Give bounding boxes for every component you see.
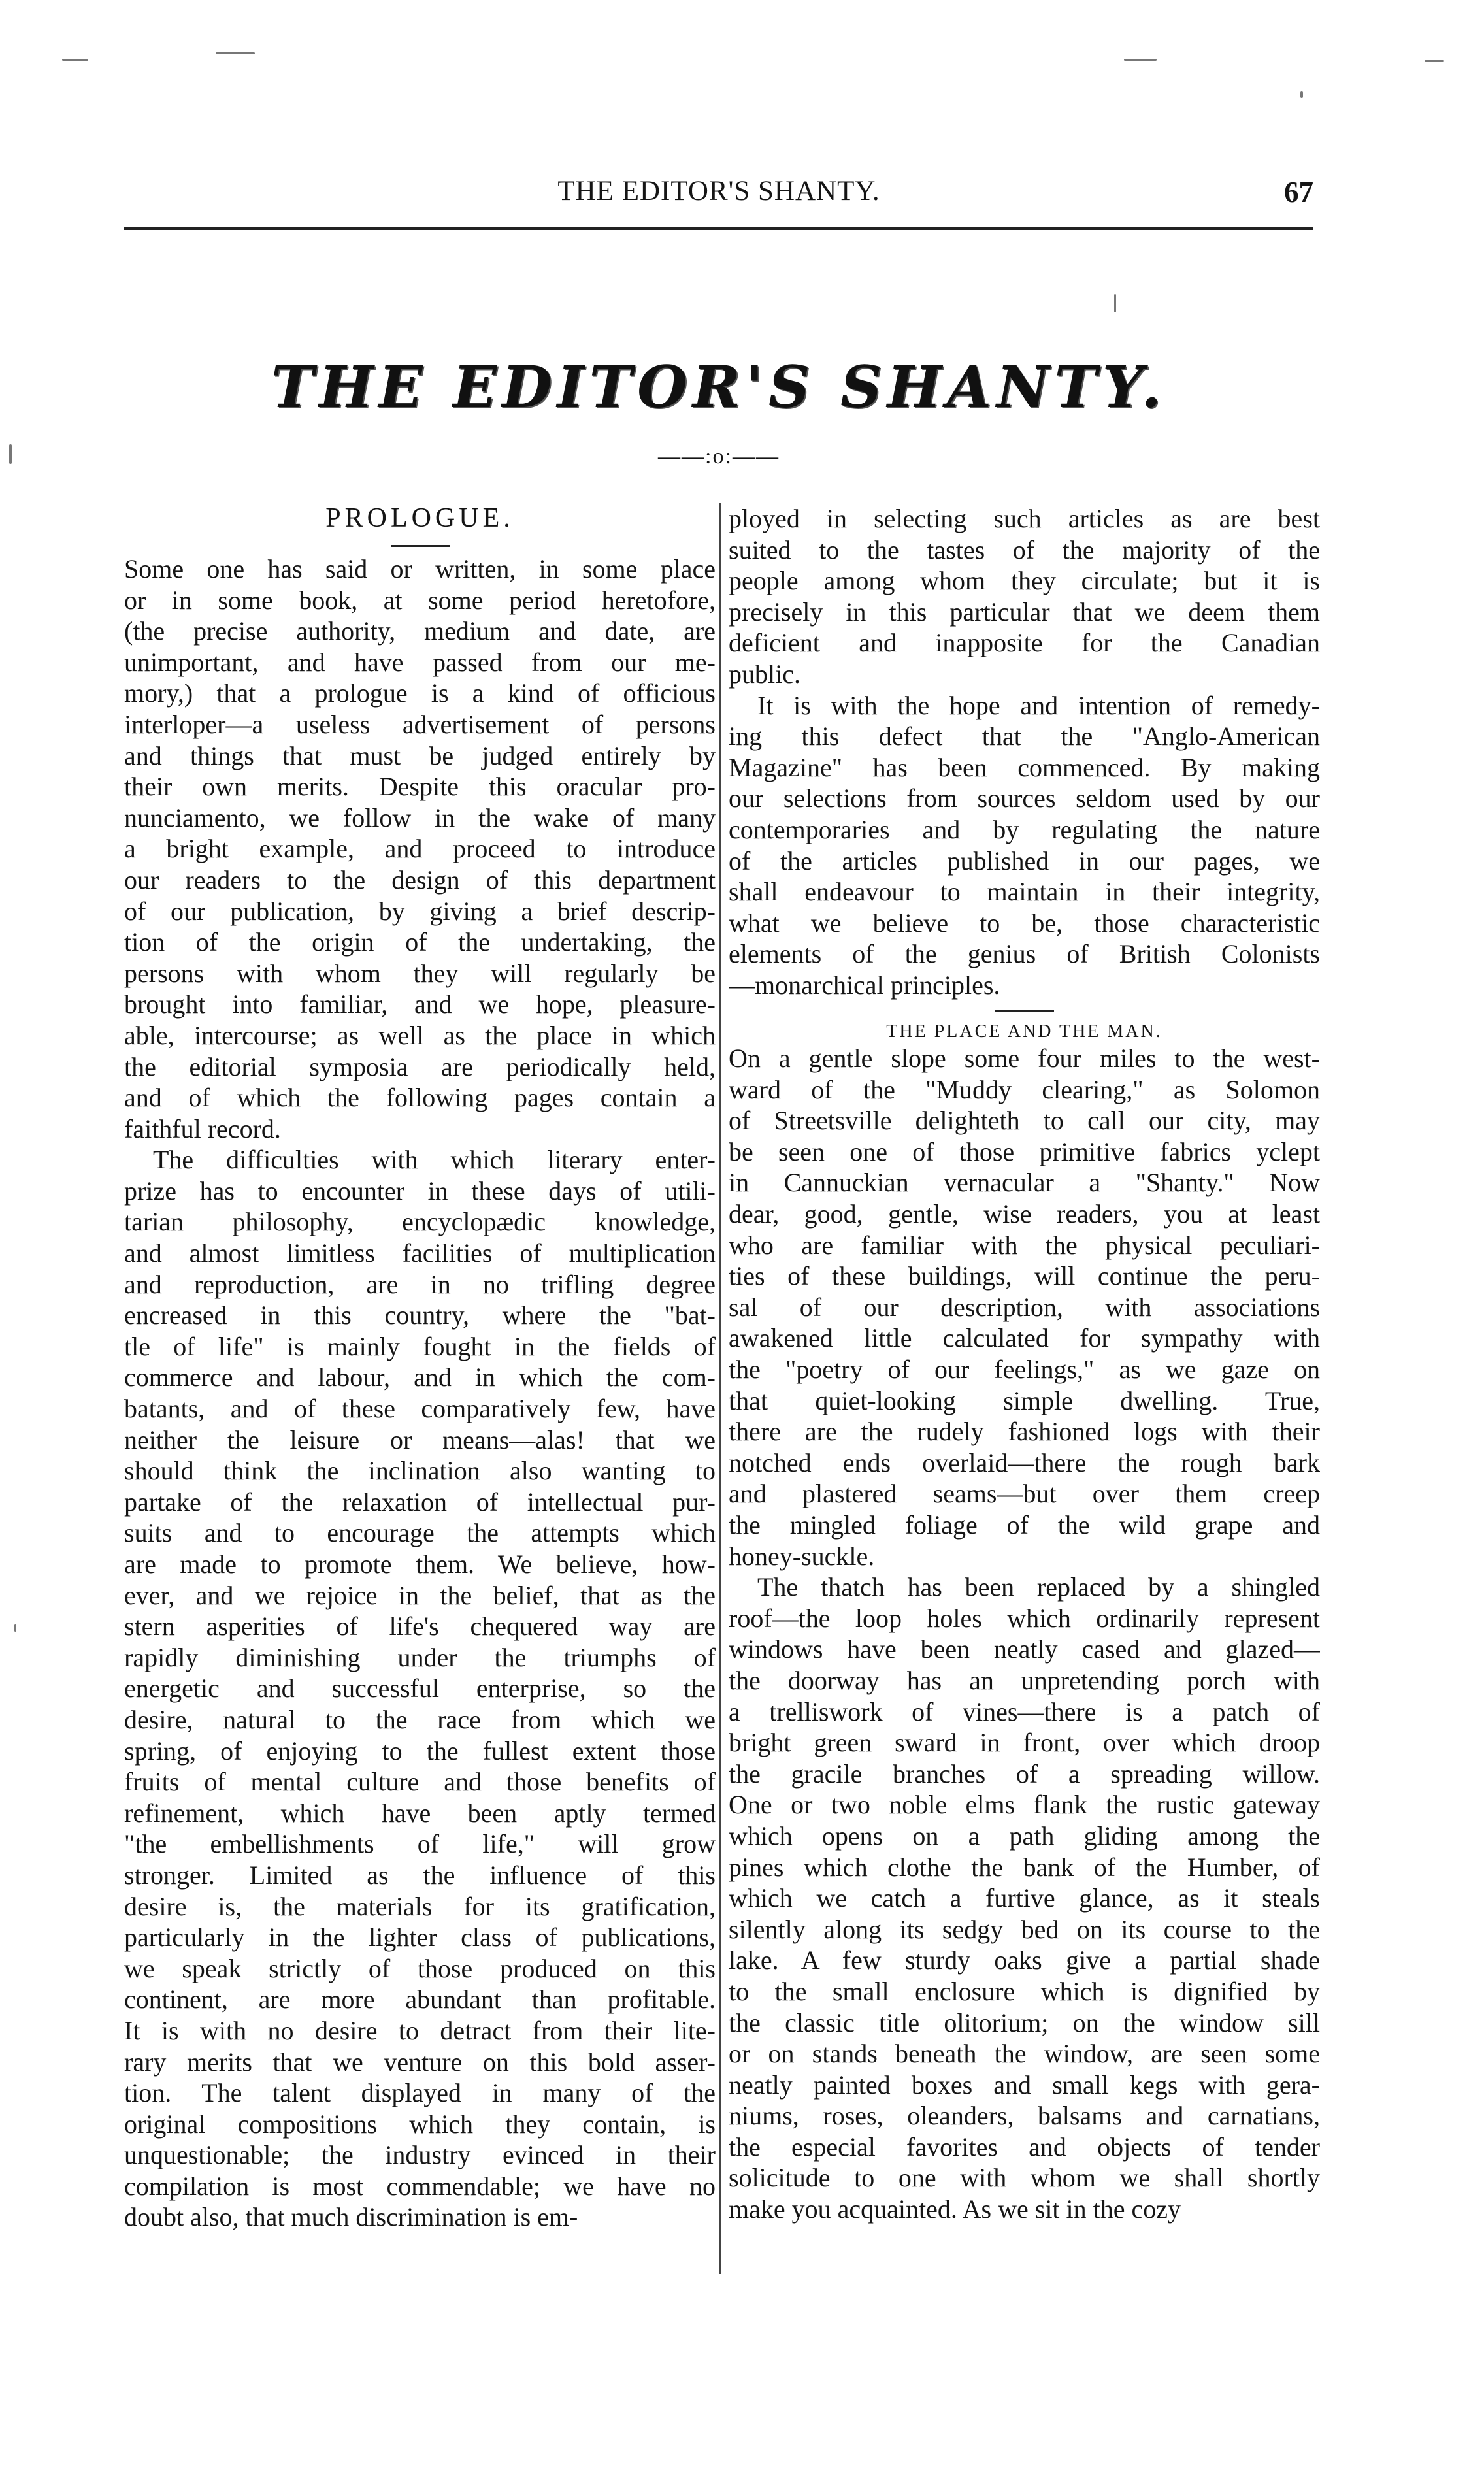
text-line: people among whom they circulate; but it is: [729, 566, 1320, 596]
text-line: the doorway has an unpretending porch with: [729, 1665, 1320, 1695]
text-line: sal of our description, with associations: [729, 1292, 1320, 1322]
text-line: what we believe to be, those characteristic: [729, 908, 1320, 938]
text-line: The thatch has been replaced by a shingled: [757, 1572, 1320, 1602]
text-line: awakened little calculated for sympathy with: [729, 1323, 1320, 1353]
text-line: interloper—a useless advertisement of persons: [124, 709, 716, 739]
text-line: (the precise authority, medium and date, are: [124, 616, 716, 646]
text-line: desire, natural to the race from which we: [124, 1704, 716, 1734]
section-heading: PROLOGUE.: [325, 503, 514, 533]
text-line: which we catch a furtive glance, as it steals: [729, 1883, 1320, 1913]
scan-mark: [1425, 60, 1444, 62]
text-line: particularly in the lighter class of publications,: [124, 1922, 716, 1953]
scan-mark: [1124, 59, 1157, 61]
scan-mark: [9, 444, 12, 464]
text-line: The difficulties with which literary enter-: [153, 1145, 716, 1175]
text-line: neither the leisure or means—alas! that we: [124, 1425, 716, 1455]
text-line: rary merits that we venture on this bold asser-: [124, 2047, 716, 2077]
text-line: original compositions which they contain, is: [124, 2109, 716, 2139]
text-line: able, intercourse; as well as the place in which: [124, 1020, 716, 1050]
running-title: THE EDITOR'S SHANTY.: [557, 176, 880, 206]
text-line: and almost limitless facilities of multiplication: [124, 1238, 716, 1268]
text-line: or in some book, at some period heretofore,: [124, 585, 716, 615]
scan-mark: [14, 1624, 16, 1632]
text-line: "the embellishments of life," will grow: [124, 1829, 716, 1859]
text-line: stronger. Limited as the influence of this: [124, 1860, 716, 1890]
text-line: of the articles published in our pages, we: [729, 846, 1320, 876]
heading-rule: [391, 545, 450, 547]
text-line: dear, good, gentle, wise readers, you at least: [729, 1199, 1320, 1229]
text-line: and reproduction, are in no trifling degree: [124, 1269, 716, 1299]
running-header: [124, 175, 1313, 230]
text-line: the classic title olitorium; on the window sill: [729, 2007, 1320, 2037]
text-line: faithful record.: [124, 1113, 281, 1144]
text-line: Magazine" has been commenced. By making: [729, 752, 1320, 782]
text-line: pines which clothe the bank of the Humber, of: [729, 1852, 1320, 1882]
text-line: which opens on a path gliding among the: [729, 1821, 1320, 1851]
text-line: nunciamento, we follow in the wake of many: [124, 802, 716, 833]
right-column: [729, 503, 1320, 2225]
text-line: or on stands beneath the window, are seen some: [729, 2039, 1320, 2069]
text-line: windows have been neatly cased and glazed—: [729, 1634, 1320, 1664]
text-line: partake of the relaxation of intellectual pur-: [124, 1487, 716, 1517]
text-line: and things that must be judged entirely by: [124, 740, 716, 770]
text-line: be seen one of those primitive fabrics yclept: [729, 1136, 1320, 1166]
text-line: prize has to encounter in these days of utili-: [124, 1176, 716, 1206]
text-line: the editorial symposia are periodically held,: [124, 1051, 716, 1081]
text-line: energetic and successful enterprise, so the: [124, 1674, 716, 1704]
text-line: On a gentle slope some four miles to the west-: [729, 1044, 1320, 1074]
text-line: the gracile branches of a spreading willow.: [729, 1758, 1320, 1789]
text-line: notched ends overlaid—there the rough bark: [729, 1447, 1320, 1477]
text-line: refinement, which have been aptly termed: [124, 1798, 716, 1828]
text-line: mory,) that a prologue is a kind of officious: [124, 678, 716, 708]
text-line: batants, and of these comparatively few, have: [124, 1394, 716, 1424]
text-line: should think the inclination also wanting to: [124, 1456, 716, 1486]
text-line: silently along its sedgy bed on its course to the: [729, 1914, 1320, 1944]
text-line: Some one has said or written, in some place: [124, 554, 716, 584]
text-line: deficient and inapposite for the Canadian: [729, 628, 1320, 658]
text-line: desire is, the materials for its gratification,: [124, 1891, 716, 1921]
text-line: we speak strictly of those produced on this: [124, 1953, 716, 1983]
text-line: honey-suckle.: [729, 1541, 875, 1571]
text-line: niums, roses, oleanders, balsams and carnatians,: [729, 2101, 1320, 2131]
scan-mark: [62, 59, 88, 61]
text-line: our readers to the design of this department: [124, 865, 716, 895]
text-line: make you acquainted. As we sit in the cozy: [729, 2194, 1181, 2224]
text-line: bright green sward in front, over which droop: [729, 1728, 1320, 1758]
text-line: unimportant, and have passed from our me-: [124, 647, 716, 677]
text-line: ployed in selecting such articles as are best: [729, 504, 1320, 533]
text-line: our selections from sources seldom used by our: [729, 783, 1320, 814]
text-line: rapidly diminishing under the triumphs of: [124, 1642, 716, 1672]
text-line: unquestionable; the industry evinced in their: [124, 2140, 716, 2170]
text-line: tion of the origin of the undertaking, the: [124, 927, 716, 957]
left-column: [124, 503, 716, 2233]
text-line: compilation is most commendable; we have no: [124, 2171, 716, 2201]
text-line: solicitude to one with whom we shall shortly: [729, 2163, 1320, 2193]
text-line: tion. The talent displayed in many of the: [124, 2078, 716, 2108]
text-line: One or two noble elms flank the rustic gateway: [729, 1790, 1320, 1820]
subheading: THE PLACE AND THE MAN.: [886, 1021, 1162, 1042]
text-line: the mingled foliage of the wild grape and: [729, 1510, 1320, 1540]
text-line: It is with the hope and intention of remedy-: [757, 690, 1320, 720]
text-line: ward of the "Muddy clearing," as Solomon: [729, 1074, 1320, 1104]
text-line: stern asperities of life's chequered way are: [124, 1611, 716, 1641]
text-line: roof—the loop holes which ordinarily represent: [729, 1603, 1320, 1633]
text-line: ing this defect that the "Anglo-American: [729, 721, 1320, 751]
text-line: are made to promote them. We believe, how-: [124, 1549, 716, 1579]
text-line: lake. A few sturdy oaks give a partial shade: [729, 1945, 1320, 1975]
text-line: their own merits. Despite this oracular pro-: [124, 772, 716, 802]
text-line: that quiet-looking simple dwelling. True,: [729, 1385, 1320, 1415]
text-line: there are the rudely fashioned logs with their: [729, 1417, 1320, 1447]
text-line: —monarchical principles.: [729, 970, 1000, 1000]
text-line: a trelliswork of vines—there is a patch of: [729, 1696, 1320, 1726]
text-line: ties of these buildings, will continue the peru-: [729, 1261, 1320, 1291]
text-line: contemporaries and by regulating the nature: [729, 814, 1320, 844]
text-line: commerce and labour, and in which the com-: [124, 1362, 716, 1393]
scan-mark: [1114, 294, 1116, 312]
text-line: neatly painted boxes and small kegs with gera-: [729, 2070, 1320, 2100]
text-line: public.: [729, 659, 800, 689]
article-title: THE EDITOR'S SHANTY.: [271, 353, 1167, 421]
text-line: continent, are more abundant than profitable.: [124, 1985, 716, 2015]
text-line: of our publication, by giving a brief descrip-: [124, 896, 716, 926]
scan-mark: [216, 52, 255, 54]
text-line: tarian philosophy, encyclopædic knowledge,: [124, 1207, 716, 1237]
text-line: ever, and we rejoice in the belief, that as the: [124, 1580, 716, 1610]
text-line: shall endeavour to maintain in their integrity,: [729, 877, 1320, 907]
text-line: the especial favorites and objects of tender: [729, 2132, 1320, 2162]
text-line: who are familiar with the physical peculiari-: [729, 1230, 1320, 1260]
text-line: spring, of enjoying to the fullest extent those: [124, 1736, 716, 1766]
text-line: in Cannuckian vernacular a "Shanty." Now: [729, 1168, 1320, 1198]
text-line: encreased in this country, where the "bat-: [124, 1300, 716, 1330]
text-line: elements of the genius of British Colonists: [729, 939, 1320, 969]
text-line: fruits of mental culture and those benefits of: [124, 1767, 716, 1797]
title-ornament: ——:o:——: [658, 444, 780, 469]
scan-mark: [1300, 91, 1303, 98]
text-line: persons with whom they will regularly be: [124, 958, 716, 988]
page-number: 67: [1284, 176, 1313, 208]
text-line: brought into familiar, and we hope, pleasure-: [124, 989, 716, 1019]
text-line: suited to the tastes of the majority of the: [729, 535, 1320, 565]
text-line: the "poetry of our feelings," as we gaze on: [729, 1355, 1320, 1385]
text-line: of Streetsville delighteth to call our city, may: [729, 1106, 1320, 1136]
text-line: suits and to encourage the attempts which: [124, 1518, 716, 1548]
column-divider: [719, 503, 721, 2274]
text-line: doubt also, that much discrimination is em-: [124, 2202, 578, 2232]
text-line: tle of life" is mainly fought in the fields of: [124, 1331, 716, 1361]
text-line: a bright example, and proceed to introduce: [124, 834, 716, 864]
text-line: precisely in this particular that we deem them: [729, 597, 1320, 627]
text-line: It is with no desire to detract from their lite-: [124, 2015, 716, 2045]
text-line: to the small enclosure which is dignified by: [729, 1976, 1320, 2006]
text-line: and plastered seams—but over them creep: [729, 1479, 1320, 1509]
text-line: and of which the following pages contain a: [124, 1083, 716, 1113]
